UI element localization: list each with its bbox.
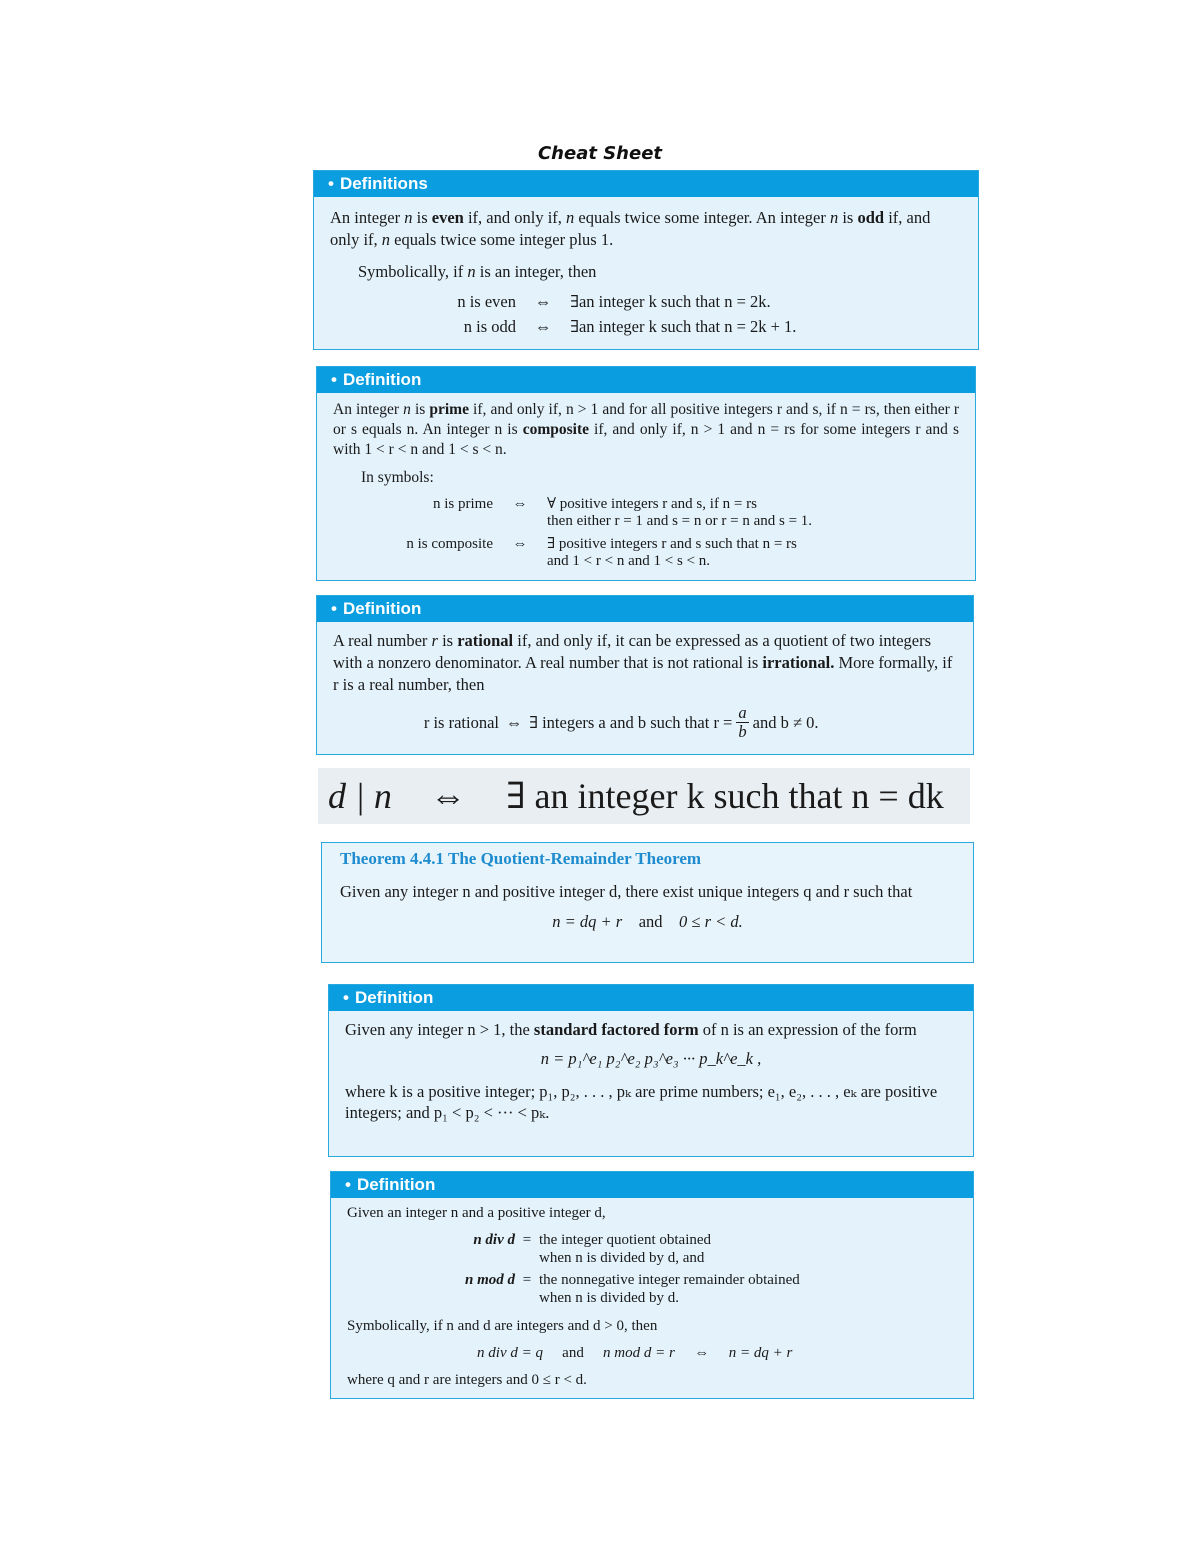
prime-equivalence: n is prime ⇔ ∀ positive integers r and s, if n = rs then either r = 1 and s = n or r = n and s = 1. [333, 496, 959, 530]
even-condition: ∃an integer k such that n = 2k. [570, 292, 771, 311]
symbolic-intro: Symbolically, if n is an integer, then [358, 262, 597, 281]
definition-intro: Given an integer n and a positive integer d, [347, 1205, 606, 1221]
box-header [317, 367, 975, 393]
div-label: n div d [473, 1232, 515, 1248]
symbolic-intro: Symbolically, if n and d are integers and d > 0, then [347, 1318, 658, 1334]
box-header [331, 1172, 973, 1198]
where-clause: where q and r are integers and 0 ≤ r < d. [347, 1372, 587, 1388]
fraction: $\frac{a}{b}$ [738, 703, 747, 741]
page-title: Cheat Sheet [537, 143, 663, 164]
iff-icon: ⇔ [694, 1345, 710, 1361]
nonzero-condition: and b ≠ 0. [752, 712, 819, 732]
definition-box-rational [316, 595, 974, 755]
factored-form-conditions: where k is a positive integer; p₁, p₂, . . . , pₖ are prime numbers; e₁, e₂, . . . , eₖ are positive integers; and p₁ < p₂ < ··· < pₖ. [345, 1082, 938, 1122]
iff-icon: ⇔ [512, 496, 528, 512]
odd-condition: ∃an integer k such that n = 2k + 1. [570, 317, 797, 336]
rational-condition: ∃ integers a and b such that r = [529, 712, 733, 732]
definition-paragraph: A real number r is rational if, and only if, it can be expressed as a quotient of two integers with a nonzero denominator. A real number that is not rational is irrational. More formally, if r is a real number, then [333, 631, 953, 694]
in-symbols-label: In symbols: [361, 469, 434, 486]
div-definition: n div d = the integer quotient obtained when n is divided by d, and [347, 1231, 957, 1267]
factored-form-equation: n = p₁^e₁ p₂^e₂ p₃^e₃ ··· p_k^e_k , [540, 1049, 762, 1068]
definitions-box-even-odd [313, 170, 979, 350]
iff-icon: ⇔ [512, 536, 528, 552]
odd-equivalence [330, 316, 962, 338]
box-header-label: Definitions [339, 174, 428, 193]
bullet-icon: • [331, 370, 337, 389]
box-header-label: Definition [356, 1175, 436, 1194]
bullet-icon: • [331, 599, 337, 618]
odd-label: n is odd [463, 317, 516, 336]
divides-definition [318, 768, 970, 824]
theorem-equation: n = dq + r and 0 ≤ r < d. [552, 912, 743, 931]
mod-definition: n mod d = the nonnegative integer remainder obtained when n is divided by d. [347, 1271, 957, 1307]
box-header [329, 985, 973, 1011]
definition-box-div-mod [330, 1171, 974, 1399]
iff-icon: ⇔ [534, 292, 552, 311]
definition-paragraph: An integer n is even if, and only if, n equals twice some integer. An integer n is odd if, and only if, n equals twice some integer plus 1. [330, 208, 931, 249]
even-label: n is even [457, 292, 516, 311]
definition-box-factored-form [328, 984, 974, 1157]
iff-icon: ⇔ [505, 712, 523, 732]
theorem-statement: Given any integer n and positive integer d, there exist unique integers q and r such that [340, 882, 913, 901]
composite-equivalence: n is composite ⇔ ∃ positive integers r and s such that n = rs and 1 < r < n and 1 < s < n. [333, 536, 959, 570]
even-equivalence [330, 291, 962, 313]
theorem-title: Theorem 4.4.1 The Quotient-Remainder Theorem [340, 849, 702, 868]
bullet-icon: • [343, 988, 349, 1007]
box-header [314, 171, 978, 197]
iff-icon: ⇔ [430, 776, 466, 816]
box-header-label: Definition [342, 599, 422, 618]
rational-label: r is rational [423, 712, 499, 732]
definition-box-prime [316, 366, 976, 581]
mod-label: n mod d [464, 1272, 515, 1288]
box-header-label: Definition [342, 370, 422, 389]
theorem-box [321, 842, 974, 963]
rational-equivalence [333, 704, 957, 741]
box-header [317, 596, 973, 622]
box-header-label: Definition [354, 988, 434, 1007]
divides-left: d | n [328, 776, 392, 816]
definition-paragraph: Given any integer n > 1, the standard factored form of n is an expression of the form [345, 1020, 917, 1039]
bullet-icon: • [328, 174, 334, 193]
iff-icon: ⇔ [534, 317, 552, 336]
definition-paragraph: An integer n is prime if, and only if, n > 1 and for all positive integers r and s, if n = rs, then either r or s equals n. An integer n is composite if, and only if, n > 1 and n = rs for some integers r and s with 1 < r < n and 1 < s < n. [333, 401, 960, 458]
composite-label: n is composite [406, 536, 493, 552]
bullet-icon: • [345, 1175, 351, 1194]
prime-label: n is prime [433, 496, 493, 512]
divides-right: ∃ an integer k such that n = dk [506, 776, 944, 816]
div-mod-equivalence: n div d = q and n mod d = r ⇔ n = dq + r [477, 1345, 793, 1361]
